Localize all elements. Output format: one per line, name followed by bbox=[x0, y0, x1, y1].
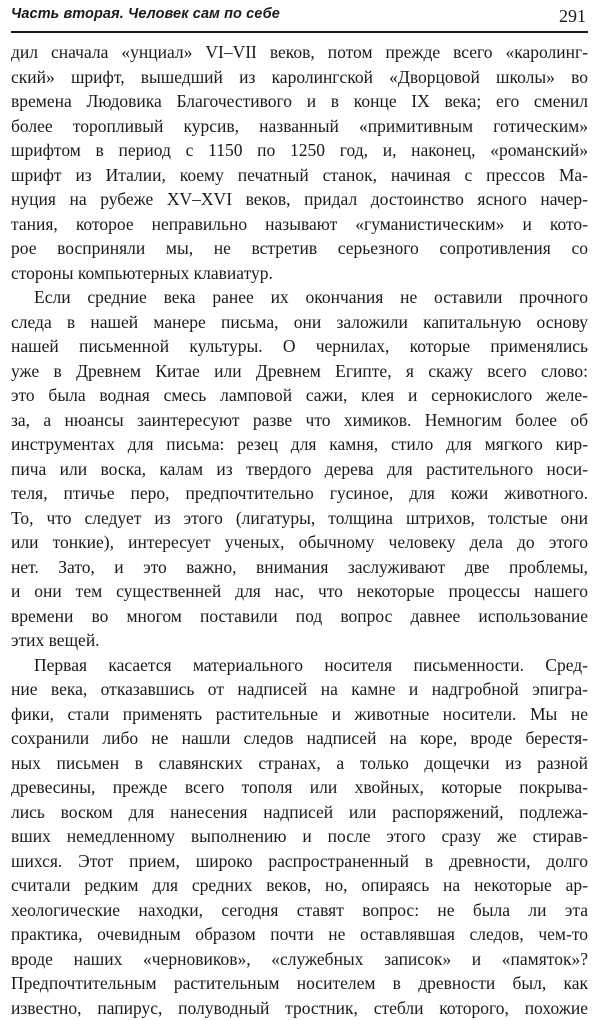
text-line: или тонкие), интересует ученых, обычному человеку дела до этого bbox=[11, 530, 588, 555]
text-line: известно, папирус, полуводный тростник, стебли которого, похожие bbox=[11, 996, 588, 1020]
page-header bbox=[11, 6, 588, 30]
text-line: более торопливый курсив, названный «примитивным готическим» bbox=[11, 114, 588, 139]
text-line: за, а нюансы заинтересуют разве что химиков. Немногим более об bbox=[11, 408, 588, 433]
text-line: стороны компьютерных клавиатур. bbox=[11, 261, 588, 286]
text-line: нет. Зато, и это важно, внимания заслуживают две проблемы, bbox=[11, 555, 588, 580]
text-line: ский» шрифт, вышедший из каролингской «Дворцовой школы» во bbox=[11, 65, 588, 90]
text-line: практика, очевидным образом почти не оставлявшая следов, чем-то bbox=[11, 922, 588, 947]
text-line: вроде наших «черновиков», «служебных записок» и «памяток»? bbox=[11, 947, 588, 972]
running-head: Часть вторая. Человек сам по себе bbox=[11, 6, 280, 22]
text-line: ние века, отказавшись от надписей на камне и надгробной эпигра- bbox=[11, 677, 588, 702]
text-line: шрифтом в период с 1150 по 1250 год, и, наконец, «романский» bbox=[11, 138, 588, 163]
text-line: То, что следует из этого (лигатуры, толщина штрихов, толстые они bbox=[11, 506, 588, 531]
text-line: рое восприняли мы, не встретив серьезного сопротивления со bbox=[11, 236, 588, 261]
text-line: уже в Древнем Китае или Древнем Египте, я скажу всего слово: bbox=[11, 359, 588, 384]
text-line: хеологические находки, сегодня ставят вопрос: не была ли эта bbox=[11, 898, 588, 923]
text-line: считали редким для средних веков, но, опираясь на некоторые ар- bbox=[11, 873, 588, 898]
text-line: тания, которое неправильно называют «гуманистическим» и кото- bbox=[11, 212, 588, 237]
text-line: лись воском для нанесения надписей или распоряжений, подлежа- bbox=[11, 800, 588, 825]
text-line: дил сначала «унциал» VI–VII веков, потом прежде всего «каролинг- bbox=[11, 40, 588, 65]
text-line: теля, птичье перо, предпочтительно гусиное, для кожи животного. bbox=[11, 481, 588, 506]
header-rule bbox=[11, 31, 588, 33]
text-line: шрифт из Италии, коему печатный станок, начиная с прессов Ма- bbox=[11, 163, 588, 188]
text-line: древесины, прежде всего тополя или хвойных, которые покрыва- bbox=[11, 775, 588, 800]
text-line: сохранили либо не нашли следов надписей на коре, вроде берестя- bbox=[11, 726, 588, 751]
page-number: 291 bbox=[559, 6, 586, 27]
text-line: и они тем существенней для нас, что некоторые процессы нашего bbox=[11, 579, 588, 604]
text-line: Первая касается материального носителя письменности. Сред- bbox=[11, 653, 588, 678]
text-line: вших немедленному выполнению и после этого сразу же стирав- bbox=[11, 824, 588, 849]
text-line: Если средние века ранее их окончания не оставили прочного bbox=[11, 285, 588, 310]
text-line: инструментах для письма: резец для камня, стило для мягкого кир- bbox=[11, 432, 588, 457]
text-line: следа в нашей манере письма, они заложили капитальную основу bbox=[11, 310, 588, 335]
text-line: ных письмен в славянских странах, а только дощечки из разной bbox=[11, 751, 588, 776]
text-line: шихся. Этот прием, широко распространенный в древности, долго bbox=[11, 849, 588, 874]
text-line: времена Людовика Благочестивого и в конце IX века; его сменил bbox=[11, 89, 588, 114]
text-line: это была водная смесь ламповой сажи, клея и сернокислого желе- bbox=[11, 383, 588, 408]
text-line: нуция на рубеже XV–XVI веков, придал достоинство ясного начер- bbox=[11, 187, 588, 212]
text-line: пича или воска, калам из твердого дерева для растительного носи- bbox=[11, 457, 588, 482]
text-line: этих вещей. bbox=[11, 628, 588, 653]
body-text bbox=[11, 40, 588, 1020]
text-line: времени во многом поставили под вопрос давнее использование bbox=[11, 604, 588, 629]
text-line: Предпочтительным растительным носителем в древности был, как bbox=[11, 971, 588, 996]
text-line: фики, стали применять растительные и животные носители. Мы не bbox=[11, 702, 588, 727]
text-line: нашей письменной культуры. О чернилах, которые применялись bbox=[11, 334, 588, 359]
